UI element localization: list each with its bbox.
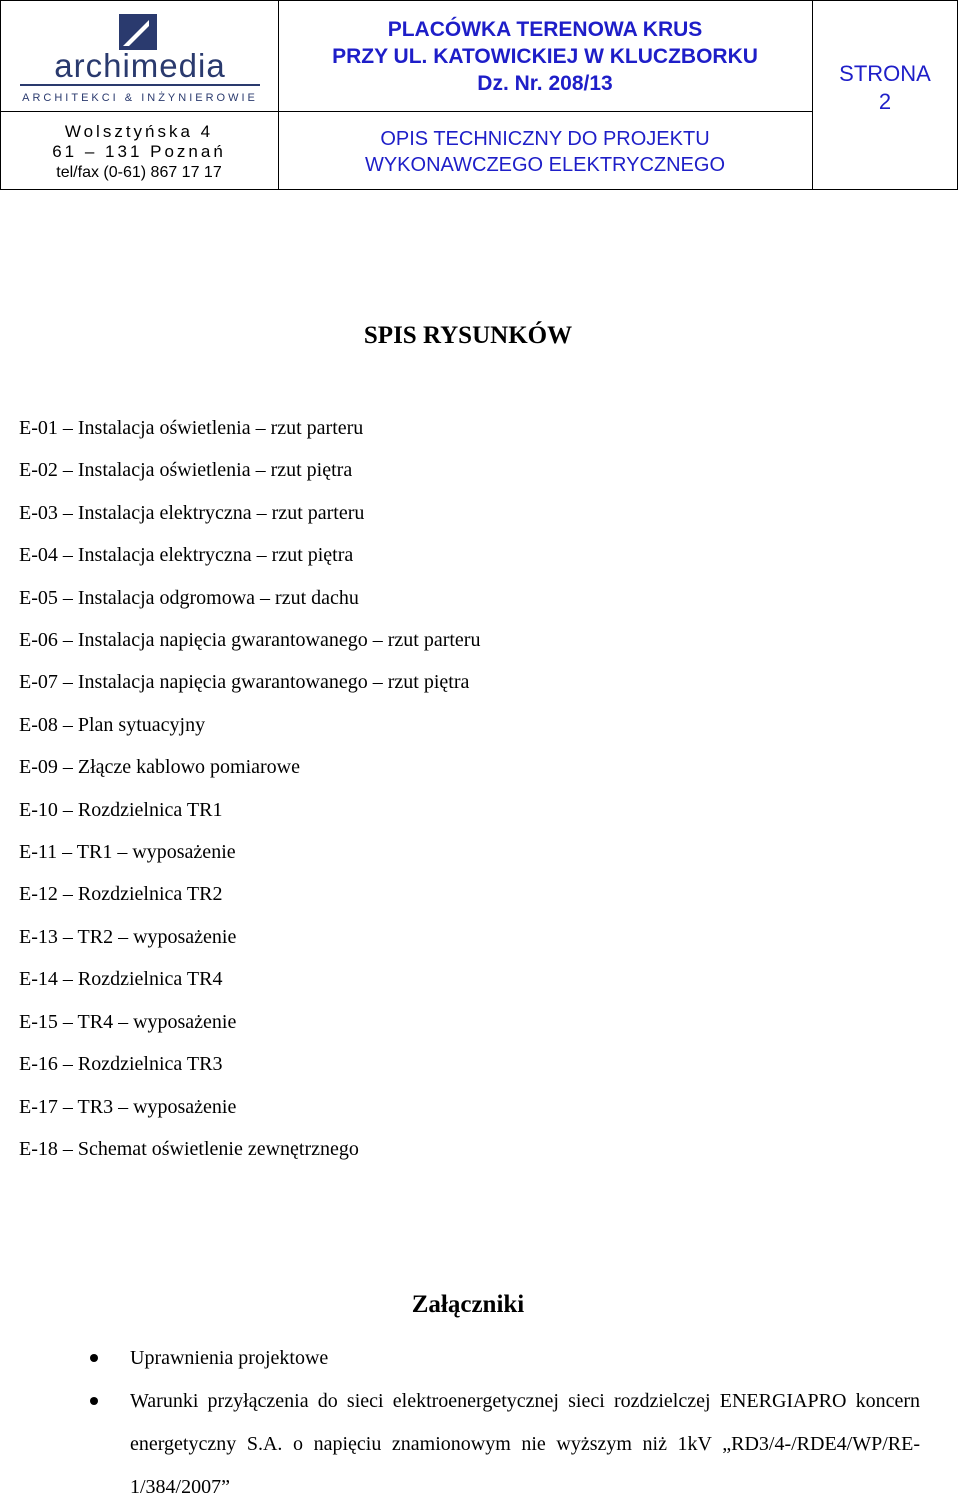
drawing-item: E-17 – TR3 – wyposażenie — [19, 1095, 237, 1118]
drawing-item: E-10 – Rozdzielnica TR1 — [19, 798, 223, 821]
drawings-heading: SPIS RYSUNKÓW — [363, 322, 573, 349]
page-label: STRONA — [839, 61, 931, 86]
project-title — [278, 16, 812, 97]
drawing-item: E-07 – Instalacja napięcia gwarantowanego – rzut piętra — [19, 671, 470, 694]
drawing-item: E-04 – Instalacja elektryczna – rzut piętra — [19, 544, 354, 567]
project-title-line-1: PLACÓWKA TERENOWA KRUS — [387, 18, 703, 41]
page-number-block — [812, 60, 958, 116]
attachment-list — [90, 1337, 920, 1509]
drawing-item: E-03 – Instalacja elektryczna – rzut parteru — [19, 501, 365, 524]
page-number: 2 — [878, 89, 892, 114]
drawing-item: E-09 – Złącze kablowo pomiarowe — [19, 756, 301, 779]
logo-divider — [20, 84, 260, 86]
drawing-item: E-08 – Plan sytuacyjny — [19, 713, 206, 736]
drawing-item: E-01 – Instalacja oświetlenia – rzut parteru — [19, 417, 364, 439]
document-subtitle-line-1: OPIS TECHNICZNY DO PROJEKTU — [380, 128, 710, 150]
logo-tagline: ARCHITEKCI & INŻYNIEROWIE — [22, 92, 258, 104]
bullet-icon — [90, 1397, 98, 1405]
document-subtitle — [278, 126, 812, 178]
project-title-line-2: PRZY UL. KATOWICKIEJ W KLUCZBORKU — [332, 45, 758, 68]
attachment-item — [90, 1380, 920, 1509]
drawing-list — [19, 407, 480, 1170]
drawing-item: E-02 – Instalacja oświetlenia – rzut piętra — [19, 459, 353, 482]
drawing-item: E-11 – TR1 – wyposażenie — [19, 841, 236, 864]
drawing-item: E-15 – TR4 – wyposażenie — [19, 1010, 237, 1033]
document-subtitle-line-2: WYKONAWCZEGO ELEKTRYCZNEGO — [364, 154, 726, 176]
drawing-item: E-13 – TR2 – wyposażenie — [19, 925, 237, 948]
drawing-item: E-05 – Instalacja odgromowa – rzut dachu — [19, 586, 359, 609]
drawing-item: E-06 – Instalacja napięcia gwarantowanego – rzut parteru — [19, 629, 481, 652]
bullet-icon — [90, 1354, 98, 1362]
project-title-line-3: Dz. Nr. 208/13 — [477, 72, 613, 95]
attachments-heading: Załączniki — [411, 1291, 525, 1318]
attachment-text: Uprawnienia projektowe — [130, 1347, 329, 1369]
drawing-item: E-14 – Rozdzielnica TR4 — [19, 968, 223, 991]
address-street: Wolsztyńska 4 — [64, 122, 214, 141]
logo-wordmark: archimedia — [54, 47, 226, 84]
address-city: 61 – 131 Poznań — [52, 142, 226, 161]
drawing-item: E-18 – Schemat oświetlenie zewnętrznego — [19, 1137, 359, 1160]
attachment-text: Warunki przyłączenia do sieci elektroenergetycznej sieci rozdzielczej ENERGIAPRO koncern energetyczny S.A. o napięciu znamionowym nie wyższym niż 1kV „RD3/4-/RDE4/WP/RE-1/384/2007” — [130, 1390, 920, 1498]
address-phone: tel/fax (0-61) 867 17 17 — [56, 164, 222, 181]
archimedia-logo-mark-icon — [119, 14, 157, 50]
drawing-item: E-12 – Rozdzielnica TR2 — [19, 883, 223, 906]
attachment-item — [90, 1337, 920, 1380]
drawing-item: E-16 – Rozdzielnica TR3 — [19, 1053, 223, 1076]
